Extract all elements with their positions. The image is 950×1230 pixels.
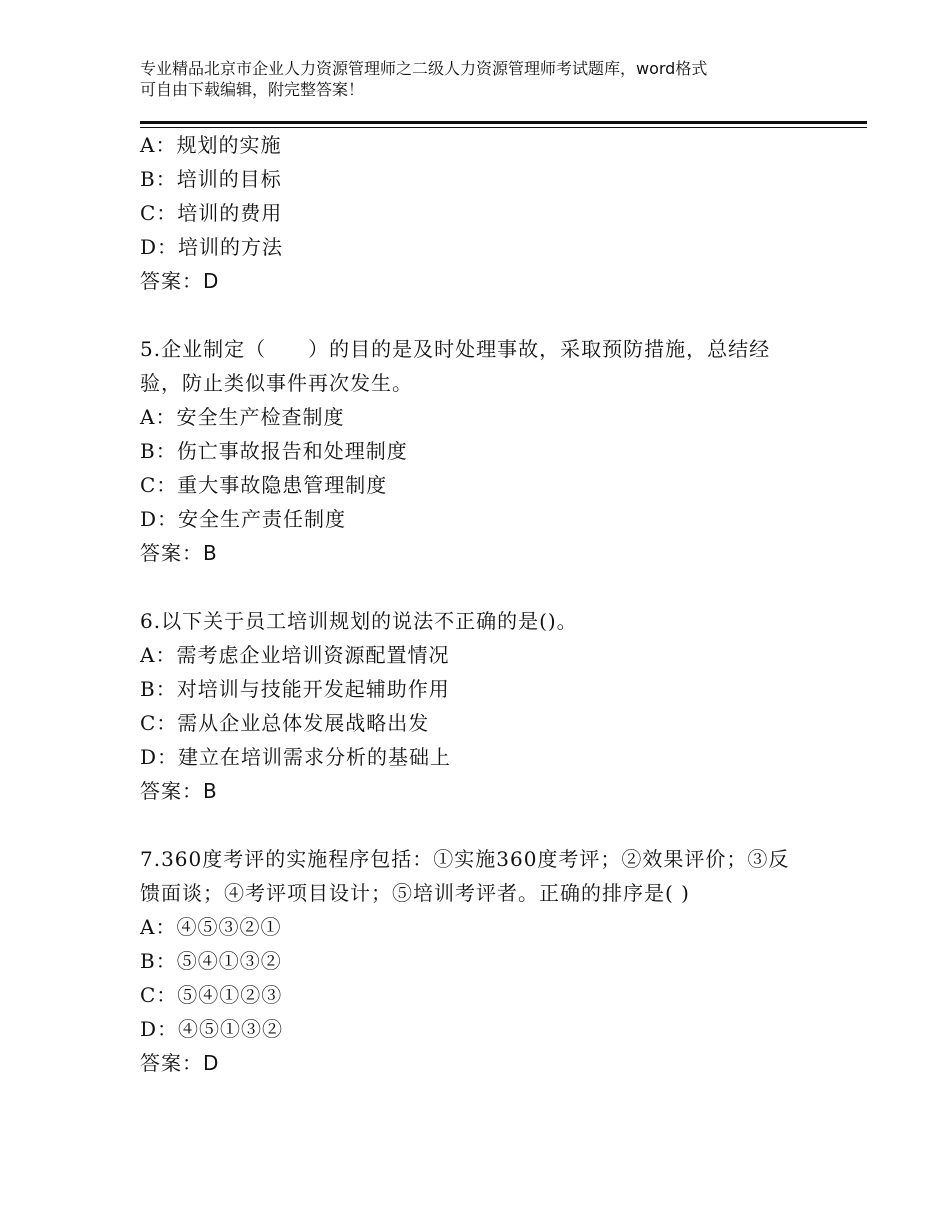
spacer <box>140 298 840 332</box>
header-line-1: 专业精品北京市企业人力资源管理师之二级人力资源管理师考试题库，word格式 <box>140 59 708 78</box>
document-header <box>140 58 840 100</box>
option-b: B：⑤④①③② <box>140 949 282 973</box>
option-a: A：规划的实施 <box>140 133 282 157</box>
question-6 <box>140 604 840 808</box>
question-7 <box>140 842 840 1080</box>
option-c: C：⑤④①②③ <box>140 983 283 1007</box>
option-a: A：安全生产检查制度 <box>140 405 345 429</box>
header-line-2: 可自由下载编辑，附完整答案！ <box>140 80 365 99</box>
option-d: D：安全生产责任制度 <box>140 507 347 531</box>
question-stem-line: 馈面谈；④考评项目设计；⑤培训考评者。正确的排序是( ) <box>140 881 690 905</box>
option-a: A：需考虑企业培训资源配置情况 <box>140 643 450 667</box>
question-stem-line: 6.以下关于员工培训规划的说法不正确的是()。 <box>140 609 578 633</box>
option-a: A：④⑤③②① <box>140 915 282 939</box>
answer-line: 答案：B <box>140 779 218 803</box>
option-c: C：需从企业总体发展战略出发 <box>140 711 430 735</box>
question-stem-line: 验，防止类似事件再次发生。 <box>140 371 413 395</box>
answer-line: 答案：D <box>140 269 220 293</box>
answer-line: 答案：B <box>140 541 218 565</box>
header-divider-thick <box>140 121 867 124</box>
answer-line: 答案：D <box>140 1051 220 1075</box>
question-stem-line: 5.企业制定（ ）的目的是及时处理事故，采取预防措施，总结经 <box>140 337 771 361</box>
question-list <box>140 128 840 1080</box>
question-stem-line: 7.360度考评的实施程序包括：①实施360度考评；②效果评价；③反 <box>140 847 790 871</box>
option-c: C：重大事故隐患管理制度 <box>140 473 388 497</box>
carryover-question <box>140 128 840 298</box>
option-b: B：伤亡事故报告和处理制度 <box>140 439 408 463</box>
option-b: B：对培训与技能开发起辅助作用 <box>140 677 450 701</box>
option-d: D：建立在培训需求分析的基础上 <box>140 745 452 769</box>
option-b: B：培训的目标 <box>140 167 282 191</box>
question-5 <box>140 332 840 570</box>
option-d: D：培训的方法 <box>140 235 284 259</box>
option-d: D：④⑤①③② <box>140 1017 284 1041</box>
option-c: C：培训的费用 <box>140 201 283 225</box>
spacer <box>140 808 840 842</box>
spacer <box>140 570 840 604</box>
